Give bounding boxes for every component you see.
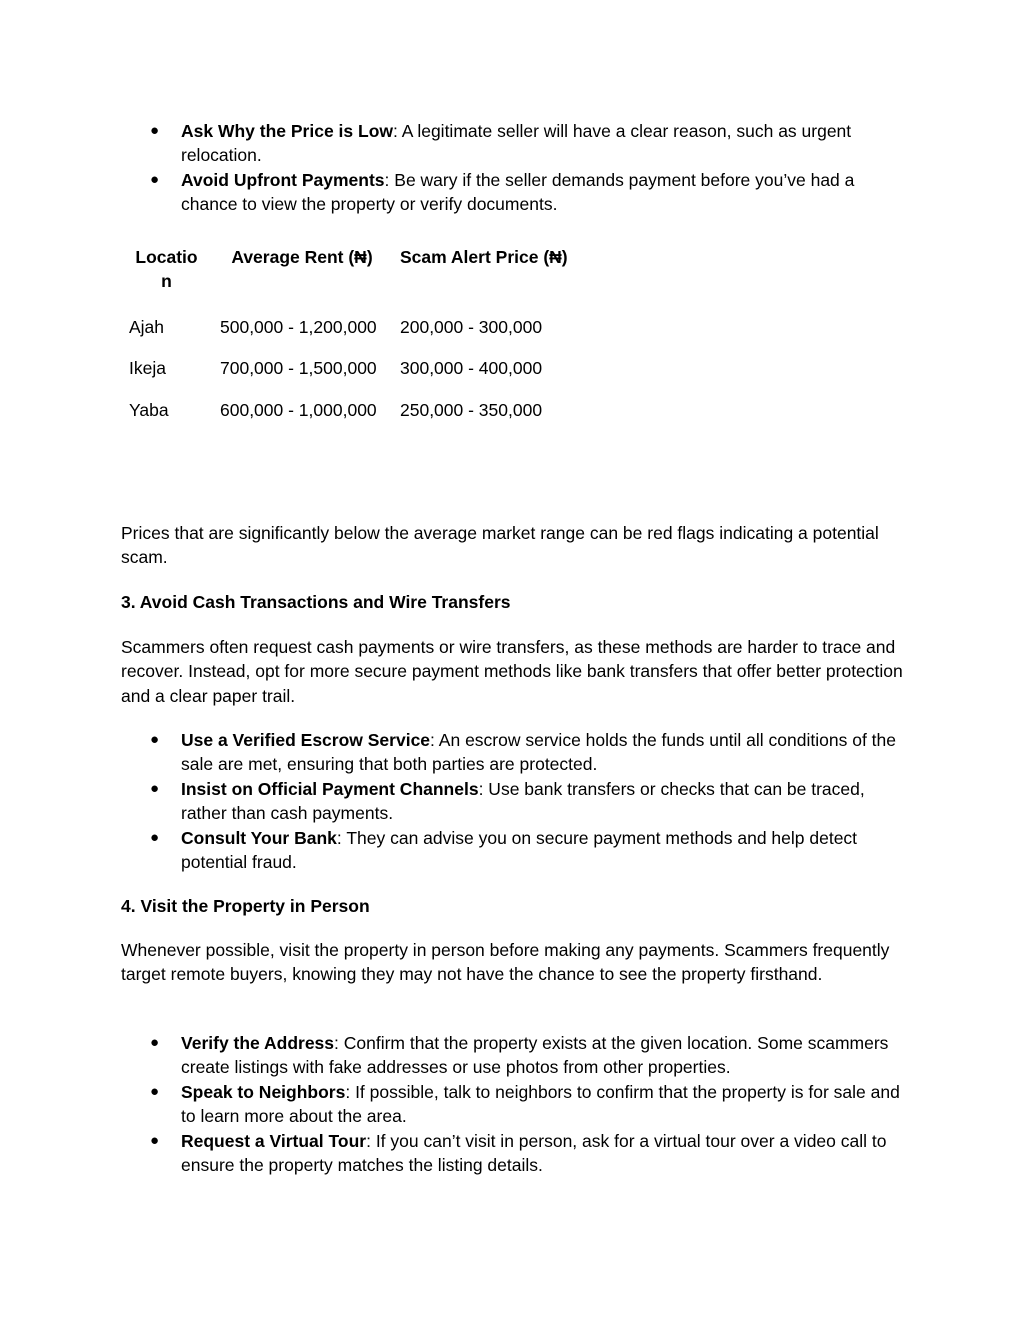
bullet-dot-icon: ● [150,170,160,188]
table-row [121,315,600,356]
section-4-bullet-list [150,1031,910,1177]
cell-average-rent: 500,000 - 1,200,000 [220,316,377,337]
bullet-dot-icon: ● [150,1034,160,1051]
table-row [121,356,600,397]
cell-scam-alert-price: 300,000 - 400,000 [400,358,543,379]
cell-scam-alert-price: 250,000 - 350,000 [400,399,543,420]
cell-scam-alert-price: 200,000 - 300,000 [400,316,543,337]
list-item [150,119,910,168]
list-item [150,1031,910,1080]
list-item [150,728,910,777]
bullet-dot-icon: ● [150,1082,160,1100]
bullet-dot-icon: ● [150,731,160,748]
bullet-text: : A legitimate seller will have a clear reason, such as urgent relocation. [181,121,852,166]
list-item [150,1129,910,1178]
bullet-text: : Be wary if the seller demands payment before you’ve had a chance to view the property or verify documents. [181,169,855,215]
list-item [150,826,910,875]
bullet-dot-icon: ● [150,122,160,139]
column-header-average-rent: Average Rent (₦) [231,247,373,267]
bullet-text: : They can advise you on secure payment methods and help detect potential fraud. [181,827,858,873]
bullet-dot-icon: ● [150,779,160,797]
section-3-bullet-list [150,728,910,874]
bullet-title: Verify the Address [181,1033,335,1053]
bullet-dot-icon: ● [150,828,160,846]
bullet-dot-icon: ● [150,1131,160,1149]
cell-location: Ikeja [129,358,166,379]
bullet-title: Insist on Official Payment Channels [181,778,479,799]
section-3-paragraph: Scammers often request cash payments or wire transfers, as these methods are harder to trace and recover. Instead, opt for more secure payment methods like bank transfers that offer better protection and a clear paper trail. [121,637,903,706]
bullet-title: Avoid Upfront Payments [181,169,385,190]
bullet-title: Consult Your Bank [181,827,337,848]
bullet-text: : An escrow service holds the funds until all conditions of the sale are met, ensuring that both parties are protected. [181,730,897,775]
column-header-location: Locatio n [135,247,198,292]
section-3-heading: 3. Avoid Cash Transactions and Wire Transfers [121,592,511,612]
table-header-row [121,245,600,315]
list-item [150,1080,910,1129]
cell-average-rent: 600,000 - 1,000,000 [220,399,377,420]
bullet-text: : If you can’t visit in person, ask for a virtual tour over a video call to ensure the property matches the listing details. [181,1130,887,1176]
bullet-title: Ask Why the Price is Low [181,121,393,141]
cell-location: Ajah [129,316,165,337]
bullet-title: Request a Virtual Tour [181,1130,367,1151]
cell-average-rent: 700,000 - 1,500,000 [220,358,377,379]
bullet-text: : If possible, talk to neighbors to confirm that the property is for sale and to learn more about the area. [181,1081,900,1127]
cell-location: Yaba [129,399,169,420]
table-row [121,398,600,439]
list-item [150,777,910,826]
rent-price-table [121,245,600,439]
section-4-heading: 4. Visit the Property in Person [121,896,370,916]
bullet-text: : Confirm that the property exists at the given location. Some scammers create listings with fake addresses or use photos from other properties. [181,1033,889,1078]
column-header-scam-alert-price: Scam Alert Price (₦) [400,247,568,267]
intro-bullet-list [150,119,910,217]
bullet-title: Speak to Neighbors [181,1081,346,1102]
bullet-text: : Use bank transfers or checks that can be traced, rather than cash payments. [181,778,865,824]
section-4-paragraph: Whenever possible, visit the property in person before making any payments. Scammers frequently target remote buyers, knowing they may not have the chance to see the property firsthand. [121,940,890,985]
list-item [150,168,910,217]
bullet-title: Use a Verified Escrow Service [181,730,431,750]
price-warning-paragraph: Prices that are significantly below the average market range can be red flags indicating a potential scam. [121,523,879,568]
